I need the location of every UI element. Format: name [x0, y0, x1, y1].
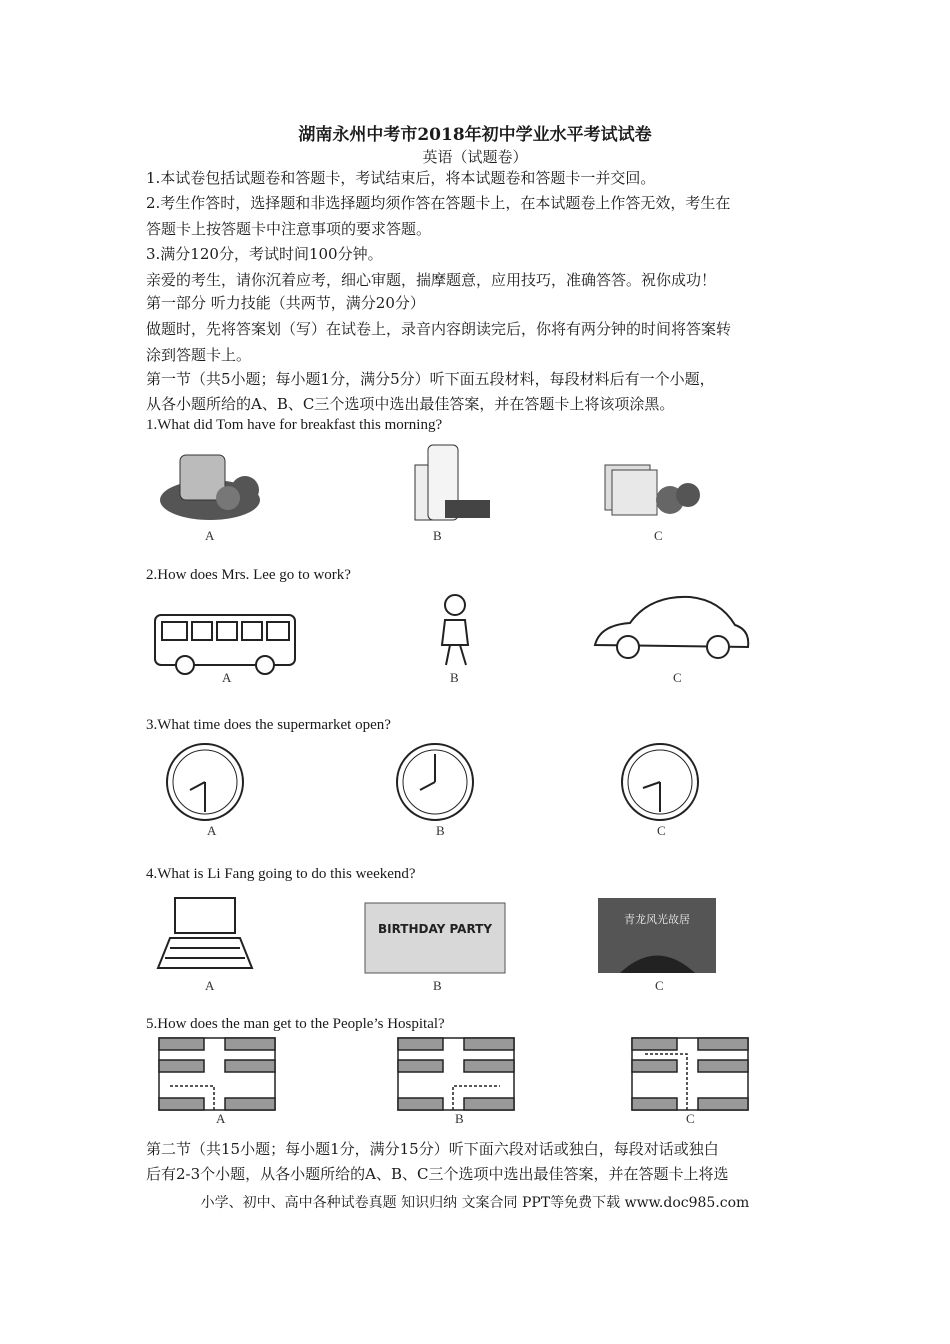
walking-woman-icon [442, 595, 468, 665]
svg-text:BIRTHDAY PARTY: BIRTHDAY PARTY [377, 922, 493, 936]
option-label: C [686, 1111, 695, 1126]
section2-line: 后有2-3个小题，从各小题所给的A、B、C三个选项中选出最佳答案，并在答题卡上将选 [146, 1165, 729, 1183]
weekend-pictures [150, 893, 770, 978]
transport-pictures [150, 585, 770, 675]
page-title: 湖南永州中考市2018年初中学业水平考试试卷 [298, 125, 652, 145]
option-label: A [216, 1111, 226, 1126]
option-label: C [673, 670, 682, 685]
route-map-icon [398, 1038, 514, 1110]
route-map-icon [632, 1038, 748, 1110]
instruction-line: 从各小题所给的A、B、C三个选项中选出最佳答案，并在答题卡上将该项涂黑。 [146, 395, 675, 413]
instruction-line: 3.满分120分，考试时间100分钟。 [146, 245, 383, 263]
option-label: B [450, 670, 459, 685]
question-4: 4.What is Li Fang going to do this weekend? [146, 866, 416, 882]
instruction-line: 第一节（共5小题；每小题1分，满分5分）听下面五段材料，每段材料后有一个小题， [146, 370, 715, 388]
route-map-icon [159, 1038, 275, 1110]
question-3: 3.What time does the supermarket open? [146, 717, 391, 733]
option-label: C [655, 978, 664, 993]
section2-line: 第二节（共15小题；每小题1分，满分15分）听下面六段对话或独白，每段对话或独白 [146, 1140, 719, 1158]
option-label: C [657, 823, 666, 838]
instruction-line: 第一部分 听力技能（共两节，满分20分） [146, 294, 425, 312]
birthday-poster-icon [365, 903, 505, 973]
instruction-line: 2.考生作答时，选择题和非选择题均须作答在答题卡上，在本试题卷上作答无效，考生在 [146, 194, 731, 212]
juice-pitcher-icon [160, 455, 260, 520]
instruction-line: 亲爱的考生，请你沉着应考，细心审题，揣摩题意，应用技巧，准确答答。祝你成功！ [146, 271, 717, 289]
footer-text: 小学、初中、高中各种试卷真题 知识归纳 文案合同 PPT等免费下载 www.doc985.com [200, 1195, 750, 1211]
option-label: A [207, 823, 217, 838]
instruction-line: 涂到答题卡上。 [146, 346, 252, 364]
clock-pictures [150, 740, 770, 830]
option-label: B [436, 823, 445, 838]
option-label: A [205, 978, 215, 993]
bread-apples-icon [605, 465, 700, 515]
question-1: 1.What did Tom have for breakfast this morning? [146, 417, 443, 433]
option-label: B [433, 978, 442, 993]
breakfast-pictures [150, 440, 770, 545]
svg-text:青龙风光故居: 青龙风光故居 [624, 913, 690, 926]
car-icon [595, 597, 748, 658]
former-residence-icon [598, 898, 716, 973]
question-2: 2.How does Mrs. Lee go to work? [146, 567, 351, 583]
option-label: B [433, 528, 442, 543]
question-5: 5.How does the man get to the People’s Hospital? [146, 1016, 445, 1032]
instruction-line: 做题时，先将答案划（写）在试卷上，录音内容朗读完后，你将有两分钟的时间将答案转 [146, 320, 732, 338]
instruction-line: 答题卡上按答题卡中注意事项的要求答题。 [146, 220, 432, 238]
option-label: A [205, 528, 215, 543]
option-label: B [455, 1111, 464, 1126]
instruction-line: 1.本试卷包括试题卷和答题卡，考试结束后，将本试题卷和答题卡一并交回。 [146, 169, 656, 187]
bus-icon [155, 615, 295, 674]
clock-icon [622, 744, 698, 820]
option-label: C [654, 528, 663, 543]
clock-icon [397, 744, 473, 820]
route-maps [150, 1036, 770, 1116]
milk-bottle-icon [415, 445, 490, 520]
page-subtitle: 英语（试题卷） [422, 148, 528, 166]
clock-icon [167, 744, 243, 820]
option-label: A [222, 670, 232, 685]
cinema-icon [158, 898, 252, 968]
